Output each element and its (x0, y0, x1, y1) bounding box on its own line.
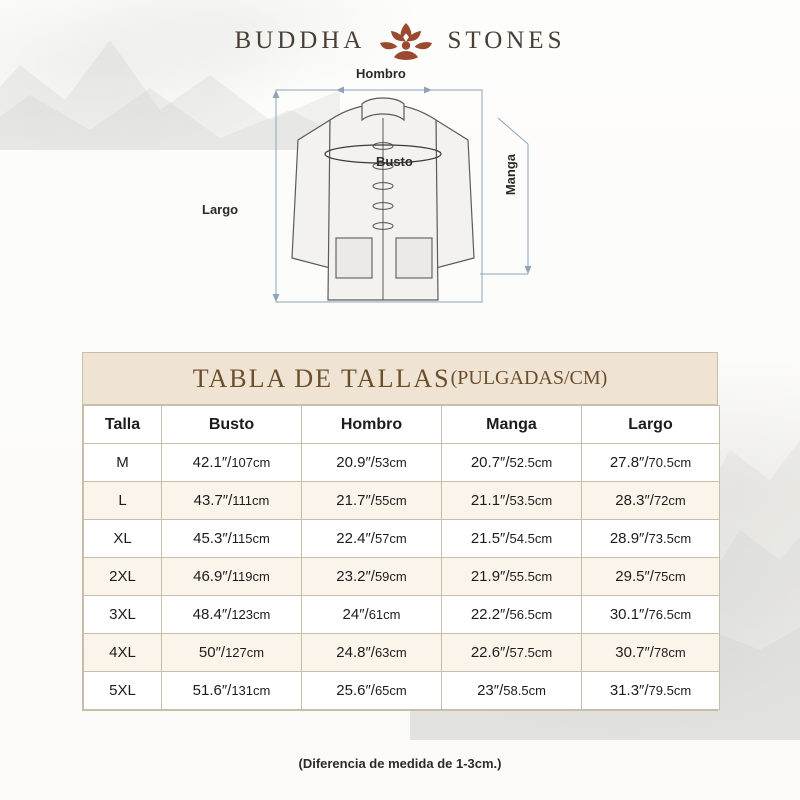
cell-hombro: 22.4″/57cm (302, 520, 442, 558)
brand-name-left: BUDDHA (234, 27, 366, 54)
col-header-manga: Manga (442, 406, 582, 444)
cell-hombro: 21.7″/55cm (302, 482, 442, 520)
cell-largo: 29.5″/75cm (582, 558, 720, 596)
cell-hombro: 23.2″/59cm (302, 558, 442, 596)
brand-header (0, 18, 800, 64)
garment-measurement-diagram (180, 62, 620, 332)
cell-talla: M (84, 444, 162, 482)
cell-busto: 50″/127cm (162, 634, 302, 672)
table-header-row (84, 406, 720, 444)
cell-busto: 42.1″/107cm (162, 444, 302, 482)
cell-hombro: 24.8″/63cm (302, 634, 442, 672)
diagram-label-manga: Manga (503, 154, 518, 196)
cell-manga: 20.7″/52.5cm (442, 444, 582, 482)
cell-busto: 51.6″/131cm (162, 672, 302, 710)
col-header-largo: Largo (582, 406, 720, 444)
cell-largo: 31.3″/79.5cm (582, 672, 720, 710)
cell-largo: 30.1″/76.5cm (582, 596, 720, 634)
cell-largo: 30.7″/78cm (582, 634, 720, 672)
col-header-busto: Busto (162, 406, 302, 444)
cell-manga: 21.1″/53.5cm (442, 482, 582, 520)
measurement-tolerance-note: (Diferencia de medida de 1-3cm.) (298, 756, 502, 771)
cell-manga: 22.2″/56.5cm (442, 596, 582, 634)
col-header-hombro: Hombro (302, 406, 442, 444)
table-row (84, 558, 720, 596)
cell-busto: 46.9″/119cm (162, 558, 302, 596)
diagram-label-busto: Busto (376, 154, 413, 169)
cell-talla: L (84, 482, 162, 520)
cell-manga: 21.9″/55.5cm (442, 558, 582, 596)
cell-busto: 43.7″/111cm (162, 482, 302, 520)
brand-name-right: STONES (447, 27, 566, 54)
cell-busto: 45.3″/115cm (162, 520, 302, 558)
mandarin-collar-jacket-illustration (180, 62, 620, 332)
size-chart-table-container (82, 352, 718, 711)
diagram-label-largo: Largo (202, 202, 239, 217)
cell-busto: 48.4″/123cm (162, 596, 302, 634)
table-row (84, 596, 720, 634)
cell-largo: 28.9″/73.5cm (582, 520, 720, 558)
cell-hombro: 24″/61cm (302, 596, 442, 634)
table-row (84, 634, 720, 672)
cell-talla: 4XL (84, 634, 162, 672)
cell-hombro: 25.6″/65cm (302, 672, 442, 710)
cell-manga: 21.5″/54.5cm (442, 520, 582, 558)
cell-hombro: 20.9″/53cm (302, 444, 442, 482)
size-chart-title (83, 353, 717, 405)
size-chart-title-unit: (PULGADAS/CM) (450, 367, 608, 389)
cell-manga: 22.6″/57.5cm (442, 634, 582, 672)
table-row (84, 444, 720, 482)
lotus-meditation-icon (375, 18, 437, 64)
size-chart-title-main: TABLA DE TALLAS (192, 363, 451, 393)
table-row (84, 482, 720, 520)
cell-talla: 2XL (84, 558, 162, 596)
size-chart-table (83, 405, 720, 710)
table-row (84, 520, 720, 558)
diagram-label-hombro: Hombro (356, 66, 406, 81)
cell-talla: 5XL (84, 672, 162, 710)
cell-talla: 3XL (84, 596, 162, 634)
table-row (84, 672, 720, 710)
cell-largo: 28.3″/72cm (582, 482, 720, 520)
cell-talla: XL (84, 520, 162, 558)
col-header-talla: Talla (84, 406, 162, 444)
cell-manga: 23″/58.5cm (442, 672, 582, 710)
cell-largo: 27.8″/70.5cm (582, 444, 720, 482)
